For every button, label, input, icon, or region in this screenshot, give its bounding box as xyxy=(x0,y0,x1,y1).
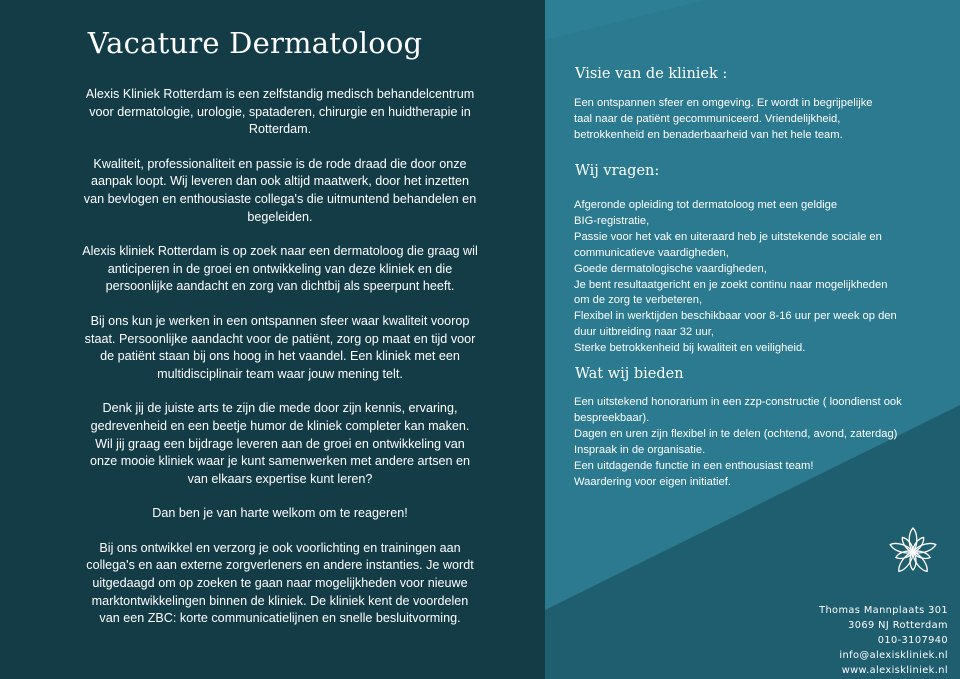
bieden-body: Een uitstekend honorarium in een zzp-constructie ( loondienst ook bespreekbaar). Dagen en uren zijn flexibel in te delen (ochtend, avond, zaterdag) Inspraak in de organisatie. Een uitdagende functie in een enthousiast team! Waardering voor eigen initiatief. xyxy=(574,396,902,488)
flower-logo-icon xyxy=(887,526,939,578)
contact-phone: 010-3107940 xyxy=(877,635,948,646)
vragen-body: Afgeronde opleiding tot dermatoloog met een geldige BIG-registratie, Passie voor het vak en uiteraard heb je uitstekende sociale en communicatieve vaardigheden, Goede dermatologische vaardigheden, Je bent resultaatgericht en je zoekt continu naar mogelijkheden om de zorg te verbeteren, Flexibel in werktijden beschikbaar voor 8-16 uur per week op den duur uitbreiding naar 32 uur, Sterke betrokkenheid bij kwaliteit en veiligheid. xyxy=(574,199,897,355)
right-panel xyxy=(545,0,960,679)
contact-block xyxy=(819,603,948,678)
intro-paragraph: Bij ons ontwikkel en verzorg je ook voorlichting en trainingen aan collega's en aan externe zorgverleners en andere instanties. Je wordt uitgedaagd om op zoeken te gaan naar mogelijkheden voor nieuwe marktontwikkelingen binnen de kliniek. De kliniek kent de voordelen van een ZBC: korte communicatielijnen en snelle besluitvorming. xyxy=(86,540,474,626)
intro-paragraph: Dan ben je van harte welkom om te reageren! xyxy=(152,506,408,521)
contact-website: www.alexiskliniek.nl xyxy=(841,665,948,676)
intro-paragraph: Alexis kliniek Rotterdam is op zoek naar een dermatoloog die graag wil anticiperen in de groei en ontwikkeling van deze kliniek en die persoonlijke aandacht en zorg van dichtbij als speerpunt heeft. xyxy=(82,244,478,294)
bieden-heading: Wat wij bieden xyxy=(575,366,684,382)
intro-paragraph: Bij ons kun je werken in een ontspannen sfeer waar kwaliteit voorop staat. Persoonlijke aandacht voor de patiënt, zorg op maat en tijd voor de patiënt staan bij ons hoog in het vaandel. Een kliniek met een multidisciplinair team waar jouw mening telt. xyxy=(84,313,476,381)
vragen-heading: Wij vragen: xyxy=(575,163,660,179)
contact-address: Thomas Mannplaats 301 xyxy=(819,605,948,616)
intro-paragraph: Denk jij de juiste arts te zijn die mede door zijn kennis, ervaring, gedrevenheid en een beetje humor de kliniek completer kan maken. Wil jij graag een bijdrage leveren aan de groei en ontwikkeling van onze mooie kliniek waar je kunt samenwerken met andere artsen en van elkaars expertise kunt leren? xyxy=(89,401,471,486)
intro-paragraph: Kwaliteit, professionaliteit en passie is de rode draad die door onze aanpak loopt. Wij leveren dan ook altijd maatwerk, door het inzetten van bevlogen en enthousiaste collega's die uitmuntend behandelen en begeleiden. xyxy=(83,156,477,224)
contact-postcode: 3069 NJ Rotterdam xyxy=(848,620,948,631)
page-title: Vacature Dermatoloog xyxy=(87,26,423,60)
visie-heading: Visie van de kliniek : xyxy=(575,66,728,82)
intro-text xyxy=(50,86,510,645)
contact-email: info@alexiskliniek.nl xyxy=(839,650,948,661)
visie-body: Een ontspannen sfeer en omgeving. Er wordt in begrijpelijke taal naar de patiënt gecommuniceerd. Vriendelijkheid, betrokkenheid en benaderbaarheid van het hele team. xyxy=(574,97,873,141)
intro-paragraph: Alexis Kliniek Rotterdam is een zelfstandig medisch behandelcentrum voor dermatologie, urologie, spataderen, chirurgie en huidtherapie in Rotterdam. xyxy=(85,87,475,137)
